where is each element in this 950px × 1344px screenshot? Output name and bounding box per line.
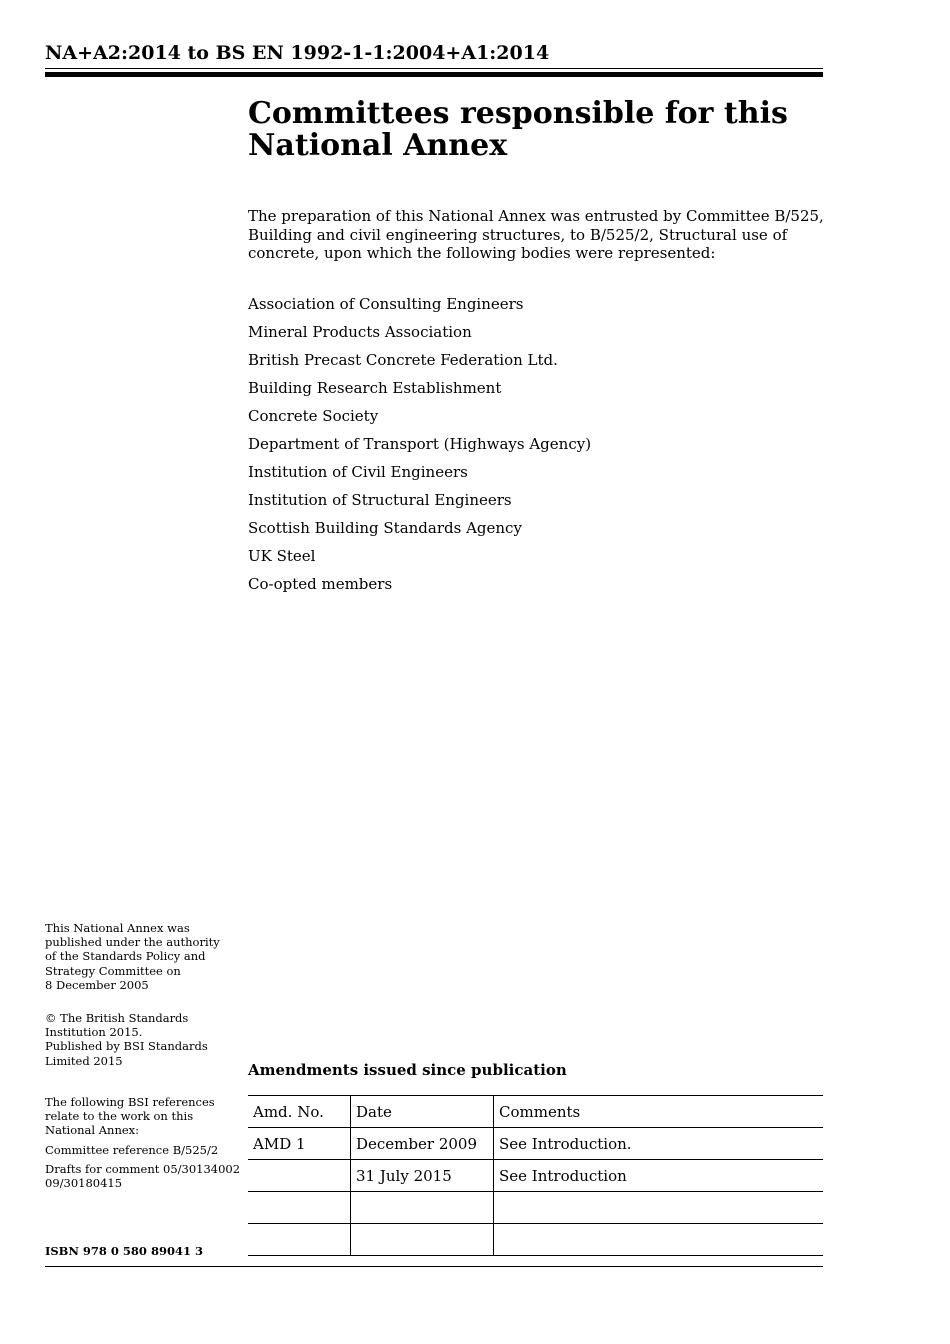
table-cell: [351, 1192, 494, 1224]
intro-line-2: Building and civil engineering structures, to B/525/2, Structural use of: [248, 225, 788, 244]
footer-rule: [45, 1266, 823, 1267]
intro-line-1: The preparation of this National Annex was entrusted by Committee B/525,: [248, 207, 824, 225]
list-item: Co-opted members: [248, 575, 393, 593]
page-title: [248, 98, 828, 162]
table-cell: [248, 1192, 351, 1224]
list-item: Mineral Products Association: [248, 323, 472, 341]
publication-note-line: Strategy Committee on: [45, 963, 181, 978]
column-header: Comments: [494, 1096, 824, 1128]
references-intro-line: National Annex:: [45, 1123, 140, 1138]
copyright-note-line: © The British Standards: [45, 1011, 189, 1025]
list-item: British Precast Concrete Federation Ltd.: [248, 351, 558, 369]
copyright-note-line: Institution 2015.: [45, 1025, 143, 1040]
publication-note-line: This National Annex was: [45, 921, 190, 935]
table-cell: [494, 1224, 824, 1256]
amendments-table: [248, 1095, 823, 1256]
publication-note-line: of the Standards Policy and: [45, 949, 206, 964]
copyright-note: [45, 1011, 245, 1068]
references-intro-line: The following BSI references: [45, 1095, 215, 1109]
table-row: [248, 1192, 823, 1224]
publication-note-line: 8 December 2005: [45, 977, 149, 992]
intro-paragraph: [248, 207, 838, 263]
table-cell: [494, 1192, 824, 1224]
table-cell: See Introduction: [494, 1160, 824, 1192]
list-item: Department of Transport (Highways Agency): [248, 435, 592, 453]
publication-note: [45, 921, 245, 992]
column-header: Date: [351, 1096, 494, 1128]
table-cell: 31 July 2015: [351, 1160, 494, 1192]
table-cell: AMD 1: [248, 1128, 351, 1160]
table-header-row: [248, 1096, 823, 1128]
table-row: [248, 1224, 823, 1256]
copyright-note-line: Limited 2015: [45, 1053, 123, 1068]
table-cell: [248, 1224, 351, 1256]
intro-line-3: concrete, upon which the following bodies were represented:: [248, 244, 716, 262]
publication-note-line: published under the authority: [45, 935, 220, 950]
table-cell: December 2009: [351, 1128, 494, 1160]
page-title-line-1: Committees responsible for this: [248, 96, 788, 131]
represented-bodies-list: [248, 290, 591, 598]
list-item: UK Steel: [248, 547, 316, 565]
amendments-heading: Amendments issued since publication: [248, 1061, 567, 1079]
page-title-line-2: National Annex: [248, 128, 508, 163]
list-item: Association of Consulting Engineers: [248, 295, 524, 313]
list-item: Concrete Society: [248, 407, 379, 425]
drafts-line: Drafts for comment 05/30134002: [45, 1161, 241, 1176]
document-reference: NA+A2:2014 to BS EN 1992-1-1:2004+A1:2014: [45, 42, 550, 64]
list-item: Institution of Civil Engineers: [248, 463, 468, 481]
bsi-references: [45, 1095, 245, 1190]
table-cell: [248, 1160, 351, 1192]
table-cell: [351, 1224, 494, 1256]
column-header: Amd. No.: [248, 1096, 351, 1128]
committee-reference: Committee reference B/525/2: [45, 1142, 219, 1157]
list-item: Building Research Establishment: [248, 379, 502, 397]
list-item: Scottish Building Standards Agency: [248, 519, 522, 537]
isbn: ISBN 978 0 580 89041 3: [45, 1244, 203, 1258]
header-rule-thick: [45, 72, 823, 77]
table-row: [248, 1160, 823, 1192]
drafts-line: 09/30180415: [45, 1176, 123, 1191]
table-cell: See Introduction.: [494, 1128, 824, 1160]
list-item: Institution of Structural Engineers: [248, 491, 512, 509]
references-intro-line: relate to the work on this: [45, 1109, 194, 1124]
copyright-note-line: Published by BSI Standards: [45, 1039, 208, 1054]
table-row: [248, 1128, 823, 1160]
header-rule-thin: [45, 68, 823, 69]
